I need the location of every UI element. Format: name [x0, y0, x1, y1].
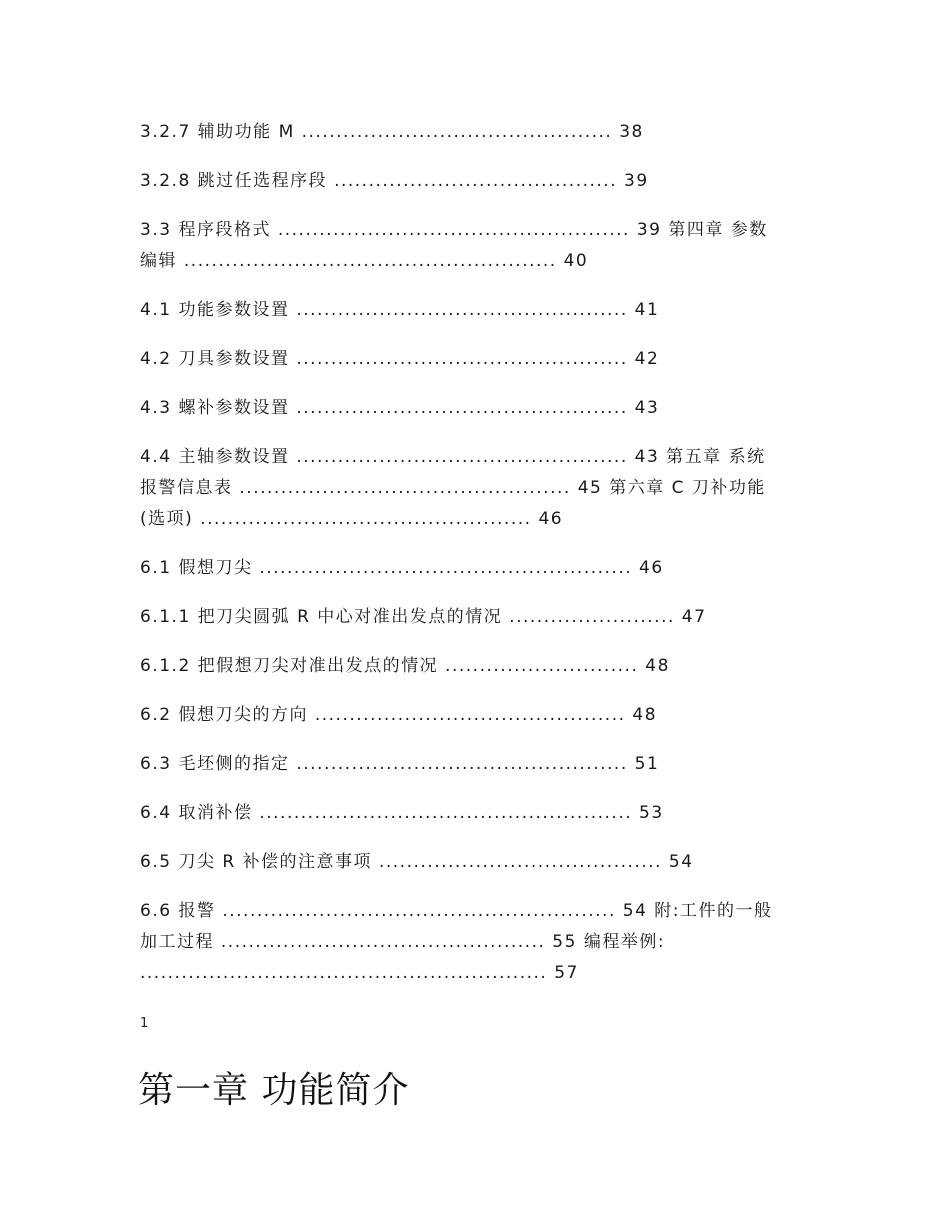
- toc-entry-line: 编辑 ...................................................... 40: [140, 251, 589, 271]
- toc-entry-line: 6.1.1 把刀尖圆弧 R 中心对准出发点的情况 ........................ 47: [140, 607, 707, 627]
- toc-entry-line: 3.2.7 辅助功能 M ............................................. 38: [140, 122, 644, 142]
- toc-entry[interactable]: [140, 215, 820, 277]
- toc-entry-line: 6.5 刀尖 R 补偿的注意事项 ......................................... 54: [140, 852, 694, 872]
- toc-entry-line: 加工过程 ............................................... 55 编程举例:: [140, 932, 666, 952]
- toc-entry-line: 3.3 程序段格式 ................................................... 39 第四章 参数: [140, 220, 768, 240]
- toc-entry-line: 6.6 报警 ......................................................... 54 附:工件的一般: [140, 901, 773, 921]
- toc-entry-line: 4.1 功能参数设置 ................................................ 41: [140, 300, 660, 320]
- toc-entry-line: 6.1.2 把假想刀尖对准出发点的情况 ............................ 48: [140, 656, 670, 676]
- toc-entry-line: 4.3 螺补参数设置 ................................................ 43: [140, 398, 660, 418]
- toc-entry[interactable]: [140, 602, 820, 633]
- toc-entry[interactable]: [140, 393, 820, 424]
- toc-entry[interactable]: [140, 749, 820, 780]
- toc-entry[interactable]: [140, 700, 820, 731]
- toc-entry[interactable]: [140, 442, 820, 535]
- toc-entry-line: ........................................................... 57: [140, 963, 579, 983]
- toc-entry[interactable]: [140, 553, 820, 584]
- toc-entry[interactable]: [140, 798, 820, 829]
- toc-entry[interactable]: [140, 896, 820, 989]
- toc-entry-line: 6.1 假想刀尖 ...................................................... 46: [140, 558, 664, 578]
- chapter-title: 第一章 功能简介: [138, 1070, 410, 1111]
- toc-entry[interactable]: [140, 651, 820, 682]
- toc-entry-line: 报警信息表 ................................................ 45 第六章 C 刀补功能: [140, 478, 766, 498]
- toc-entry-line: 6.2 假想刀尖的方向 ............................................. 48: [140, 705, 658, 725]
- toc-entry[interactable]: [140, 117, 820, 148]
- toc-entry[interactable]: [140, 295, 820, 326]
- toc-entry-line: (选项) ................................................ 46: [140, 509, 564, 529]
- page-number: 1: [140, 1016, 149, 1031]
- toc-entry-line: 6.3 毛坯侧的指定 ................................................ 51: [140, 754, 660, 774]
- toc-entry[interactable]: [140, 344, 820, 375]
- toc-entry-line: 6.4 取消补偿 ...................................................... 53: [140, 803, 664, 823]
- table-of-contents: [140, 117, 820, 1007]
- toc-entry[interactable]: [140, 166, 820, 197]
- toc-entry-line: 4.4 主轴参数设置 ................................................ 43 第五章 系统: [140, 447, 766, 467]
- toc-entry-line: 3.2.8 跳过任选程序段 ......................................... 39: [140, 171, 649, 191]
- toc-entry-line: 4.2 刀具参数设置 ................................................ 42: [140, 349, 660, 369]
- toc-entry[interactable]: [140, 847, 820, 878]
